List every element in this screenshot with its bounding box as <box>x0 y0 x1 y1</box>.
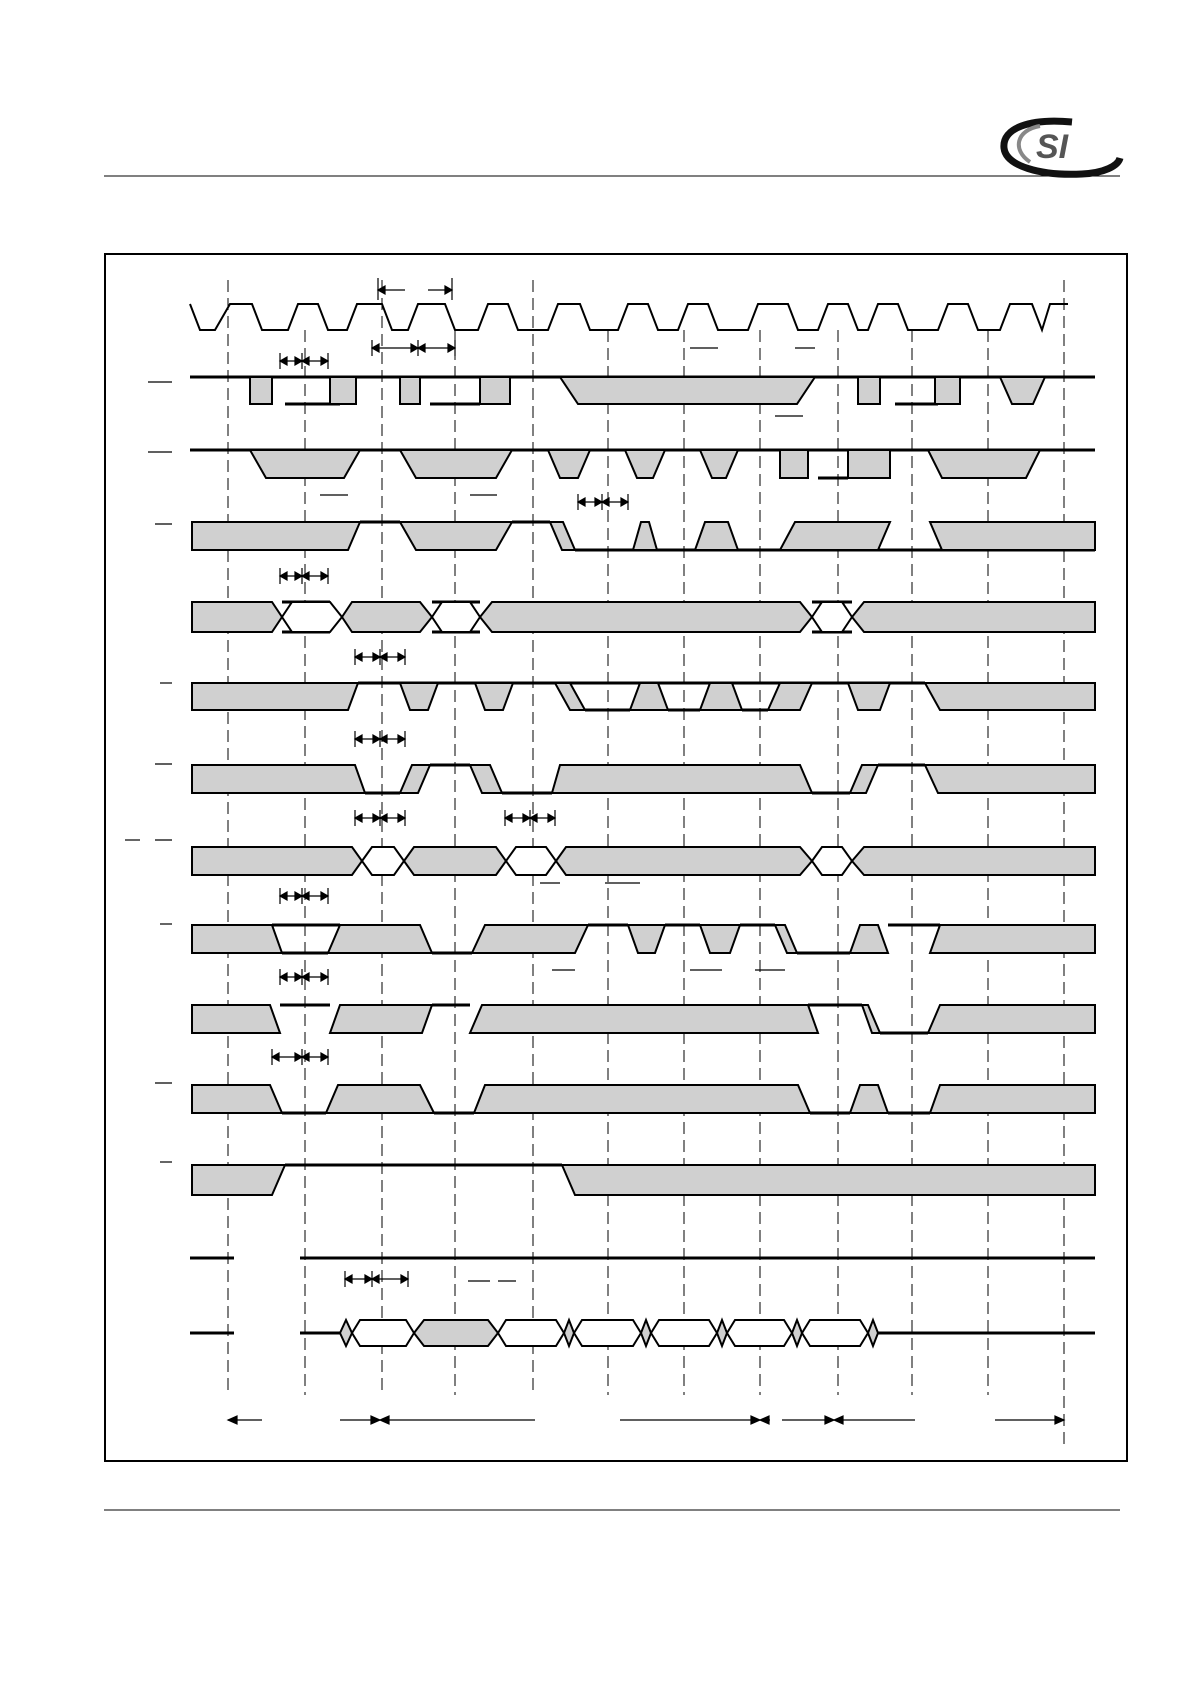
transition-region <box>328 925 432 953</box>
transition-region <box>480 377 510 404</box>
transition-region <box>192 847 362 875</box>
transition-region <box>192 1085 282 1113</box>
arrow-head <box>448 344 455 352</box>
transition-region <box>400 522 512 550</box>
transition-region <box>925 683 1095 710</box>
signal-row-8 <box>192 925 1095 953</box>
signal-row-3 <box>192 522 1095 550</box>
transition-region <box>400 377 420 404</box>
data-value <box>802 1320 868 1346</box>
transition-region <box>400 765 430 793</box>
transition-region <box>192 683 358 710</box>
transition-region <box>414 1320 498 1346</box>
arrow-head <box>321 357 328 365</box>
transition-region <box>852 602 1095 632</box>
arrow-head <box>321 1053 328 1061</box>
transition-region <box>780 450 808 478</box>
transition-region <box>560 377 815 404</box>
data-value <box>727 1320 792 1346</box>
transition-region <box>848 683 890 710</box>
transition-region <box>625 450 665 478</box>
signal-row-7 <box>192 847 1095 875</box>
transition-region <box>930 522 1095 550</box>
arrow-head <box>280 973 287 981</box>
transition-region <box>400 683 438 710</box>
transition-region <box>192 1005 280 1033</box>
signal-row-2 <box>190 450 1095 478</box>
transition-region <box>628 925 665 953</box>
bus-value <box>432 602 480 632</box>
bus-value <box>362 847 404 875</box>
transition-region <box>850 765 878 793</box>
arrow-head <box>321 973 328 981</box>
arrow-head <box>280 892 287 900</box>
signal-row-9 <box>192 1005 1095 1033</box>
arrow-head <box>380 735 387 743</box>
arrow-head <box>401 1275 408 1283</box>
transition-region <box>930 925 1095 953</box>
arrow-head <box>1055 1416 1064 1424</box>
arrow-head <box>398 814 405 822</box>
logo-text: SI <box>1036 128 1069 166</box>
arrow-head <box>445 286 452 294</box>
transition-region <box>792 1320 802 1346</box>
signal-row-11 <box>192 1165 1095 1195</box>
transition-region <box>340 1320 352 1346</box>
transition-region <box>775 925 797 953</box>
arrow-head <box>602 498 609 506</box>
transition-region <box>552 765 812 793</box>
arrow-head <box>228 1416 237 1424</box>
arrow-head <box>321 572 328 580</box>
transition-region <box>192 522 360 550</box>
transition-region <box>472 925 588 953</box>
transition-region <box>192 602 282 632</box>
transition-region <box>550 522 575 550</box>
interval-arrows <box>228 1416 1064 1424</box>
data-value <box>498 1320 564 1346</box>
arrow-head <box>272 1053 279 1061</box>
transition-region <box>475 683 513 710</box>
transition-region <box>852 847 1095 875</box>
arrow-head <box>578 498 585 506</box>
transition-region <box>858 377 880 404</box>
transition-region <box>641 1320 651 1346</box>
signal-row-1 <box>190 377 1095 404</box>
transition-region <box>935 377 960 404</box>
arrow-head <box>380 653 387 661</box>
arrow-head <box>398 653 405 661</box>
transition-region <box>250 450 360 478</box>
bus-value <box>506 847 556 875</box>
data-value <box>651 1320 717 1346</box>
company-logo <box>1004 121 1120 174</box>
transition-region <box>556 847 812 875</box>
signal-row-6 <box>192 765 1095 793</box>
transition-region <box>862 1005 880 1033</box>
bus-value <box>282 602 342 632</box>
arrow-head <box>345 1275 352 1283</box>
transition-region <box>326 1085 434 1113</box>
transition-region <box>564 1320 574 1346</box>
arrow-head <box>760 1416 769 1424</box>
transition-region <box>700 683 742 710</box>
arrow-head <box>372 344 379 352</box>
signal-row-13 <box>190 1320 1095 1346</box>
transition-region <box>780 522 890 550</box>
transition-region <box>850 1085 888 1113</box>
transition-region <box>342 602 432 632</box>
transition-region <box>192 1165 285 1195</box>
transition-region <box>1000 377 1045 404</box>
arrow-head <box>355 735 362 743</box>
arrow-head <box>355 653 362 661</box>
bus-value <box>812 847 852 875</box>
arrow-head <box>548 814 555 822</box>
arrow-head <box>321 892 328 900</box>
transition-region <box>474 1085 810 1113</box>
transition-region <box>192 925 282 953</box>
transition-region <box>330 1005 432 1033</box>
arrow-head <box>380 1416 389 1424</box>
transition-region <box>848 450 890 478</box>
bus-value <box>812 602 852 632</box>
clock-waveform <box>190 304 1068 330</box>
transition-region <box>868 1320 878 1346</box>
arrow-head <box>505 814 512 822</box>
transition-region <box>330 377 356 404</box>
data-value <box>574 1320 641 1346</box>
transition-region <box>400 450 512 478</box>
arrow-head <box>372 1275 379 1283</box>
arrow-head <box>355 814 362 822</box>
transition-region <box>555 683 585 710</box>
transition-region <box>470 1005 818 1033</box>
signal-row-10 <box>192 1085 1095 1113</box>
transition-region <box>928 450 1040 478</box>
signal-row-5 <box>192 683 1095 710</box>
transition-region <box>192 765 365 793</box>
transition-region <box>930 1085 1095 1113</box>
arrow-head <box>834 1416 843 1424</box>
transition-region <box>700 925 740 953</box>
transition-region <box>768 683 812 710</box>
arrow-head <box>280 357 287 365</box>
transition-region <box>717 1320 727 1346</box>
transition-region <box>633 522 657 550</box>
arrow-head <box>380 814 387 822</box>
transition-region <box>695 522 738 550</box>
transition-region <box>630 683 668 710</box>
data-value <box>352 1320 414 1346</box>
transition-region <box>850 925 888 953</box>
arrow-head <box>398 735 405 743</box>
transition-region <box>928 1005 1095 1033</box>
arrow-head <box>280 572 287 580</box>
arrow-head <box>621 498 628 506</box>
transition-region <box>470 765 502 793</box>
transition-region <box>925 765 1095 793</box>
arrow-head <box>418 344 425 352</box>
transition-region <box>562 1165 1095 1195</box>
transition-region <box>250 377 272 404</box>
transition-region <box>404 847 506 875</box>
transition-region <box>548 450 590 478</box>
transition-region <box>480 602 812 632</box>
transition-region <box>700 450 738 478</box>
